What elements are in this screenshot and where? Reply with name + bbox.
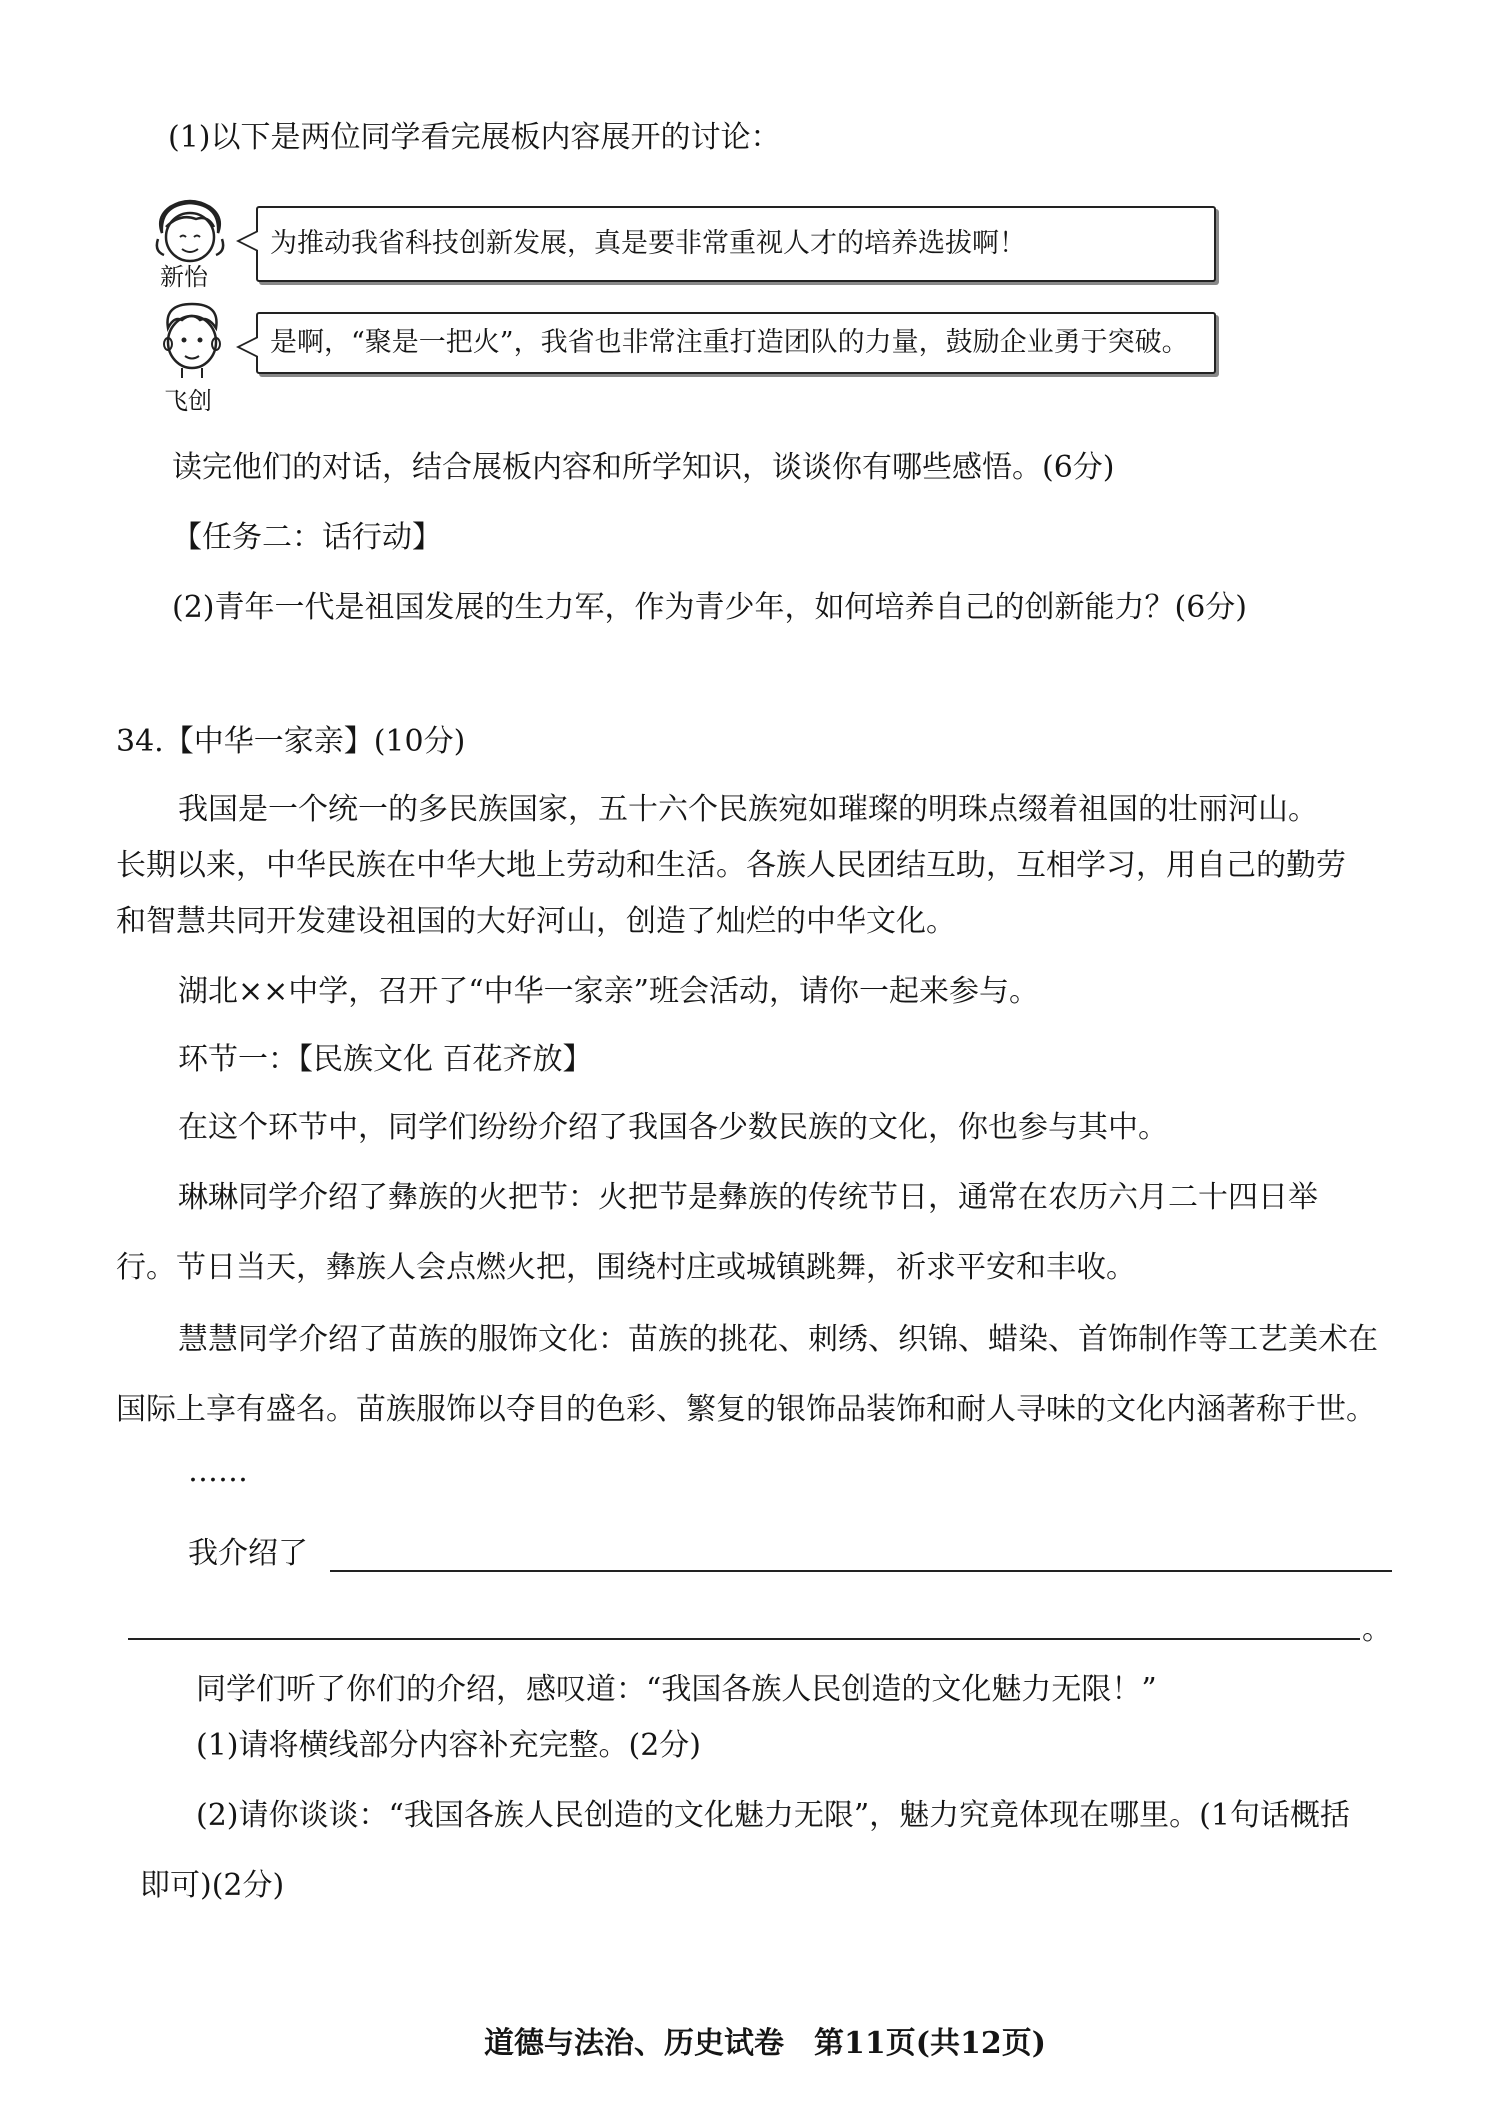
huihui-line-2: 国际上享有盛名。苗族服饰以夺目的色彩、繁复的银饰品装饰和耐人寻味的文化内涵著称于世。 bbox=[116, 1392, 1376, 1427]
task2-title: 【任务二：话行动】 bbox=[172, 520, 442, 555]
q34-q1: (1)请将横线部分内容补充完整。(2分) bbox=[196, 1728, 701, 1763]
q34-intro-line-2: 长期以来，中华民族在中华大地上劳动和生活。各族人民团结互助，互相学习，用自己的勤劳 bbox=[116, 848, 1346, 883]
classmates-remark: 同学们听了你们的介绍，感叹道：“我国各族人民创造的文化魅力无限！” bbox=[196, 1672, 1157, 1707]
q33-part1-prompt: (1)以下是两位同学看完展板内容展开的讨论： bbox=[168, 120, 781, 155]
dialogue-bubble-2 bbox=[256, 312, 1216, 374]
q34-q2-line-1: (2)请你谈谈：“我国各族人民创造的文化魅力无限”，魅力究竟体现在哪里。(1句话概括 bbox=[196, 1798, 1350, 1833]
q33-part2-question: (2)青年一代是祖国发展的生力军，作为青少年，如何培养自己的创新能力？(6分) bbox=[172, 590, 1247, 625]
dialogue-bubble-1 bbox=[256, 206, 1216, 282]
dialogue-text-1: 为推动我省科技创新发展，真是要非常重视人才的培养选拔啊！ bbox=[270, 228, 1026, 259]
speaker-name-1: 新怡 bbox=[160, 263, 208, 291]
answer-blank-line-2[interactable] bbox=[128, 1638, 1360, 1640]
linlin-line-2: 行。节日当天，彝族人会点燃火把，围绕村庄或城镇跳舞，祈求平安和丰收。 bbox=[116, 1250, 1136, 1285]
my-intro-label: 我介绍了 bbox=[188, 1536, 308, 1571]
q33-part1-question: 读完他们的对话，结合展板内容和所学知识，谈谈你有哪些感悟。(6分) bbox=[172, 450, 1115, 485]
q34-intro-line-1: 我国是一个统一的多民族国家，五十六个民族宛如璀璨的明珠点缀着祖国的壮丽河山。 bbox=[178, 792, 1318, 827]
huihui-line-1: 慧慧同学介绍了苗族的服饰文化：苗族的挑花、刺绣、织锦、蜡染、首饰制作等工艺美术在 bbox=[178, 1322, 1378, 1357]
page-footer: 道德与法治、历史试卷 第11页(共12页) bbox=[484, 2026, 1046, 2061]
answer-period: 。 bbox=[1362, 1612, 1392, 1647]
answer-blank-line-1[interactable] bbox=[330, 1570, 1392, 1572]
section1-title: 环节一：【民族文化 百花齐放】 bbox=[178, 1042, 593, 1077]
dialogue-text-2: 是啊，“聚是一把火”，我省也非常注重打造团队的力量，鼓励企业勇于突破。 bbox=[270, 327, 1189, 358]
section1-intro: 在这个环节中，同学们纷纷介绍了我国各少数民族的文化，你也参与其中。 bbox=[178, 1110, 1168, 1145]
q34-title: 34.【中华一家亲】(10分) bbox=[116, 724, 466, 759]
q34-activity: 湖北××中学，召开了“中华一家亲”班会活动，请你一起来参与。 bbox=[178, 974, 1039, 1009]
ellipsis: …… bbox=[188, 1454, 248, 1489]
speaker-name-2: 飞创 bbox=[164, 387, 212, 415]
q34-q2-line-2: 即可)(2分) bbox=[140, 1868, 285, 1903]
q34-intro-line-3: 和智慧共同开发建设祖国的大好河山，创造了灿烂的中华文化。 bbox=[116, 904, 956, 939]
boy-avatar-icon bbox=[152, 298, 232, 380]
linlin-line-1: 琳琳同学介绍了彝族的火把节：火把节是彝族的传统节日，通常在农历六月二十四日举 bbox=[178, 1180, 1318, 1215]
